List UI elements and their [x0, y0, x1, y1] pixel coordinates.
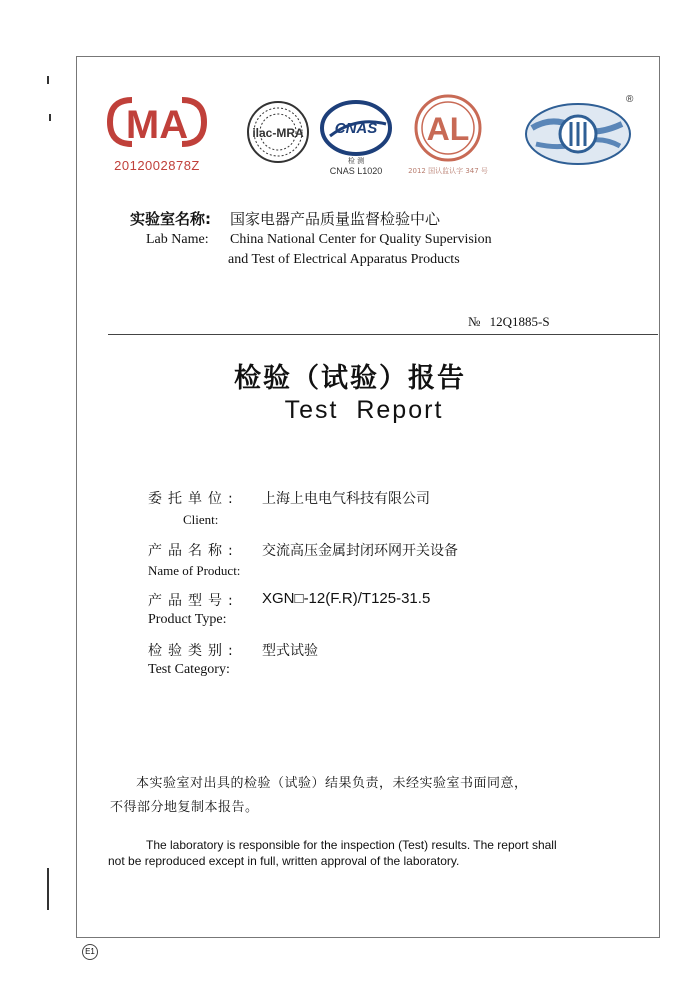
svg-text:CNAS: CNAS: [334, 120, 378, 137]
cnas-code: CNAS L1020: [329, 166, 383, 176]
svg-text:ilac-MRA: ilac-MRA: [252, 126, 304, 140]
title-en: Test Report: [284, 396, 444, 424]
client-value: 上海上电电气科技有限公司: [262, 491, 430, 507]
product-type-label-cn: 产品型号:: [148, 593, 239, 609]
product-name-value: 交流高压金属封闭环网开关设备: [262, 543, 458, 559]
ilac-mra-logo: [242, 96, 314, 168]
footer-mark: [82, 944, 98, 960]
report-number: [468, 314, 550, 330]
cma-logo: [102, 92, 212, 182]
lab-name-label-en: Lab Name:: [146, 232, 209, 247]
test-category-label-en: Test Category:: [148, 662, 230, 677]
edge-mark: [49, 114, 51, 121]
lab-name-en-line1: China National Center for Quality Supervision: [230, 232, 492, 247]
edge-mark: [47, 868, 49, 910]
notice-en-line2: not be reproduced except in full, written approval of the laboratory.: [108, 854, 460, 868]
al-logo: [398, 92, 498, 182]
cqc-globe-logo: [522, 94, 638, 170]
registered-mark: ®: [626, 94, 634, 105]
product-type-label-en: Product Type:: [148, 612, 227, 627]
edge-mark: [47, 76, 49, 84]
report-number-value: 12Q1885-S: [489, 314, 550, 329]
cnas-logo: [316, 98, 396, 182]
product-name-label-cn: 产品名称:: [148, 543, 239, 559]
client-label-en: Client:: [183, 512, 219, 527]
notice-en-line1: The laboratory is responsible for the inspection (Test) results. The report shall: [146, 838, 557, 852]
svg-text:MA: MA: [125, 103, 189, 147]
cnas-sub: 检 测: [347, 157, 365, 165]
test-category-value: 型式试验: [262, 643, 318, 659]
footer-mark-text: E1: [85, 947, 95, 956]
al-sub: 2012 国认监认字 347 号: [408, 167, 488, 175]
product-type-value: XGN□-12(F.R)/T125-31.5: [262, 590, 431, 607]
cma-number: 2012002878Z: [114, 158, 200, 173]
divider-line: [108, 334, 658, 335]
test-category-label-cn: 检验类别:: [148, 643, 239, 659]
svg-text:AL: AL: [426, 111, 470, 147]
lab-name-label-cn: 实验室名称:: [130, 210, 211, 228]
product-name-label-en: Name of Product:: [148, 563, 241, 578]
report-number-prefix: №: [468, 314, 481, 329]
notice-cn-line1: 本实验室对出具的检验（试验）结果负责，未经实验室书面同意，: [136, 776, 528, 791]
client-label-cn: 委托单位:: [148, 491, 239, 507]
notice-cn-line2: 不得部分地复制本报告。: [110, 800, 259, 815]
lab-name-cn: 国家电器产品质量监督检验中心: [230, 210, 441, 228]
title-cn: 检验（试验）报告: [234, 363, 466, 394]
lab-name-en-line2: and Test of Electrical Apparatus Products: [228, 252, 460, 267]
